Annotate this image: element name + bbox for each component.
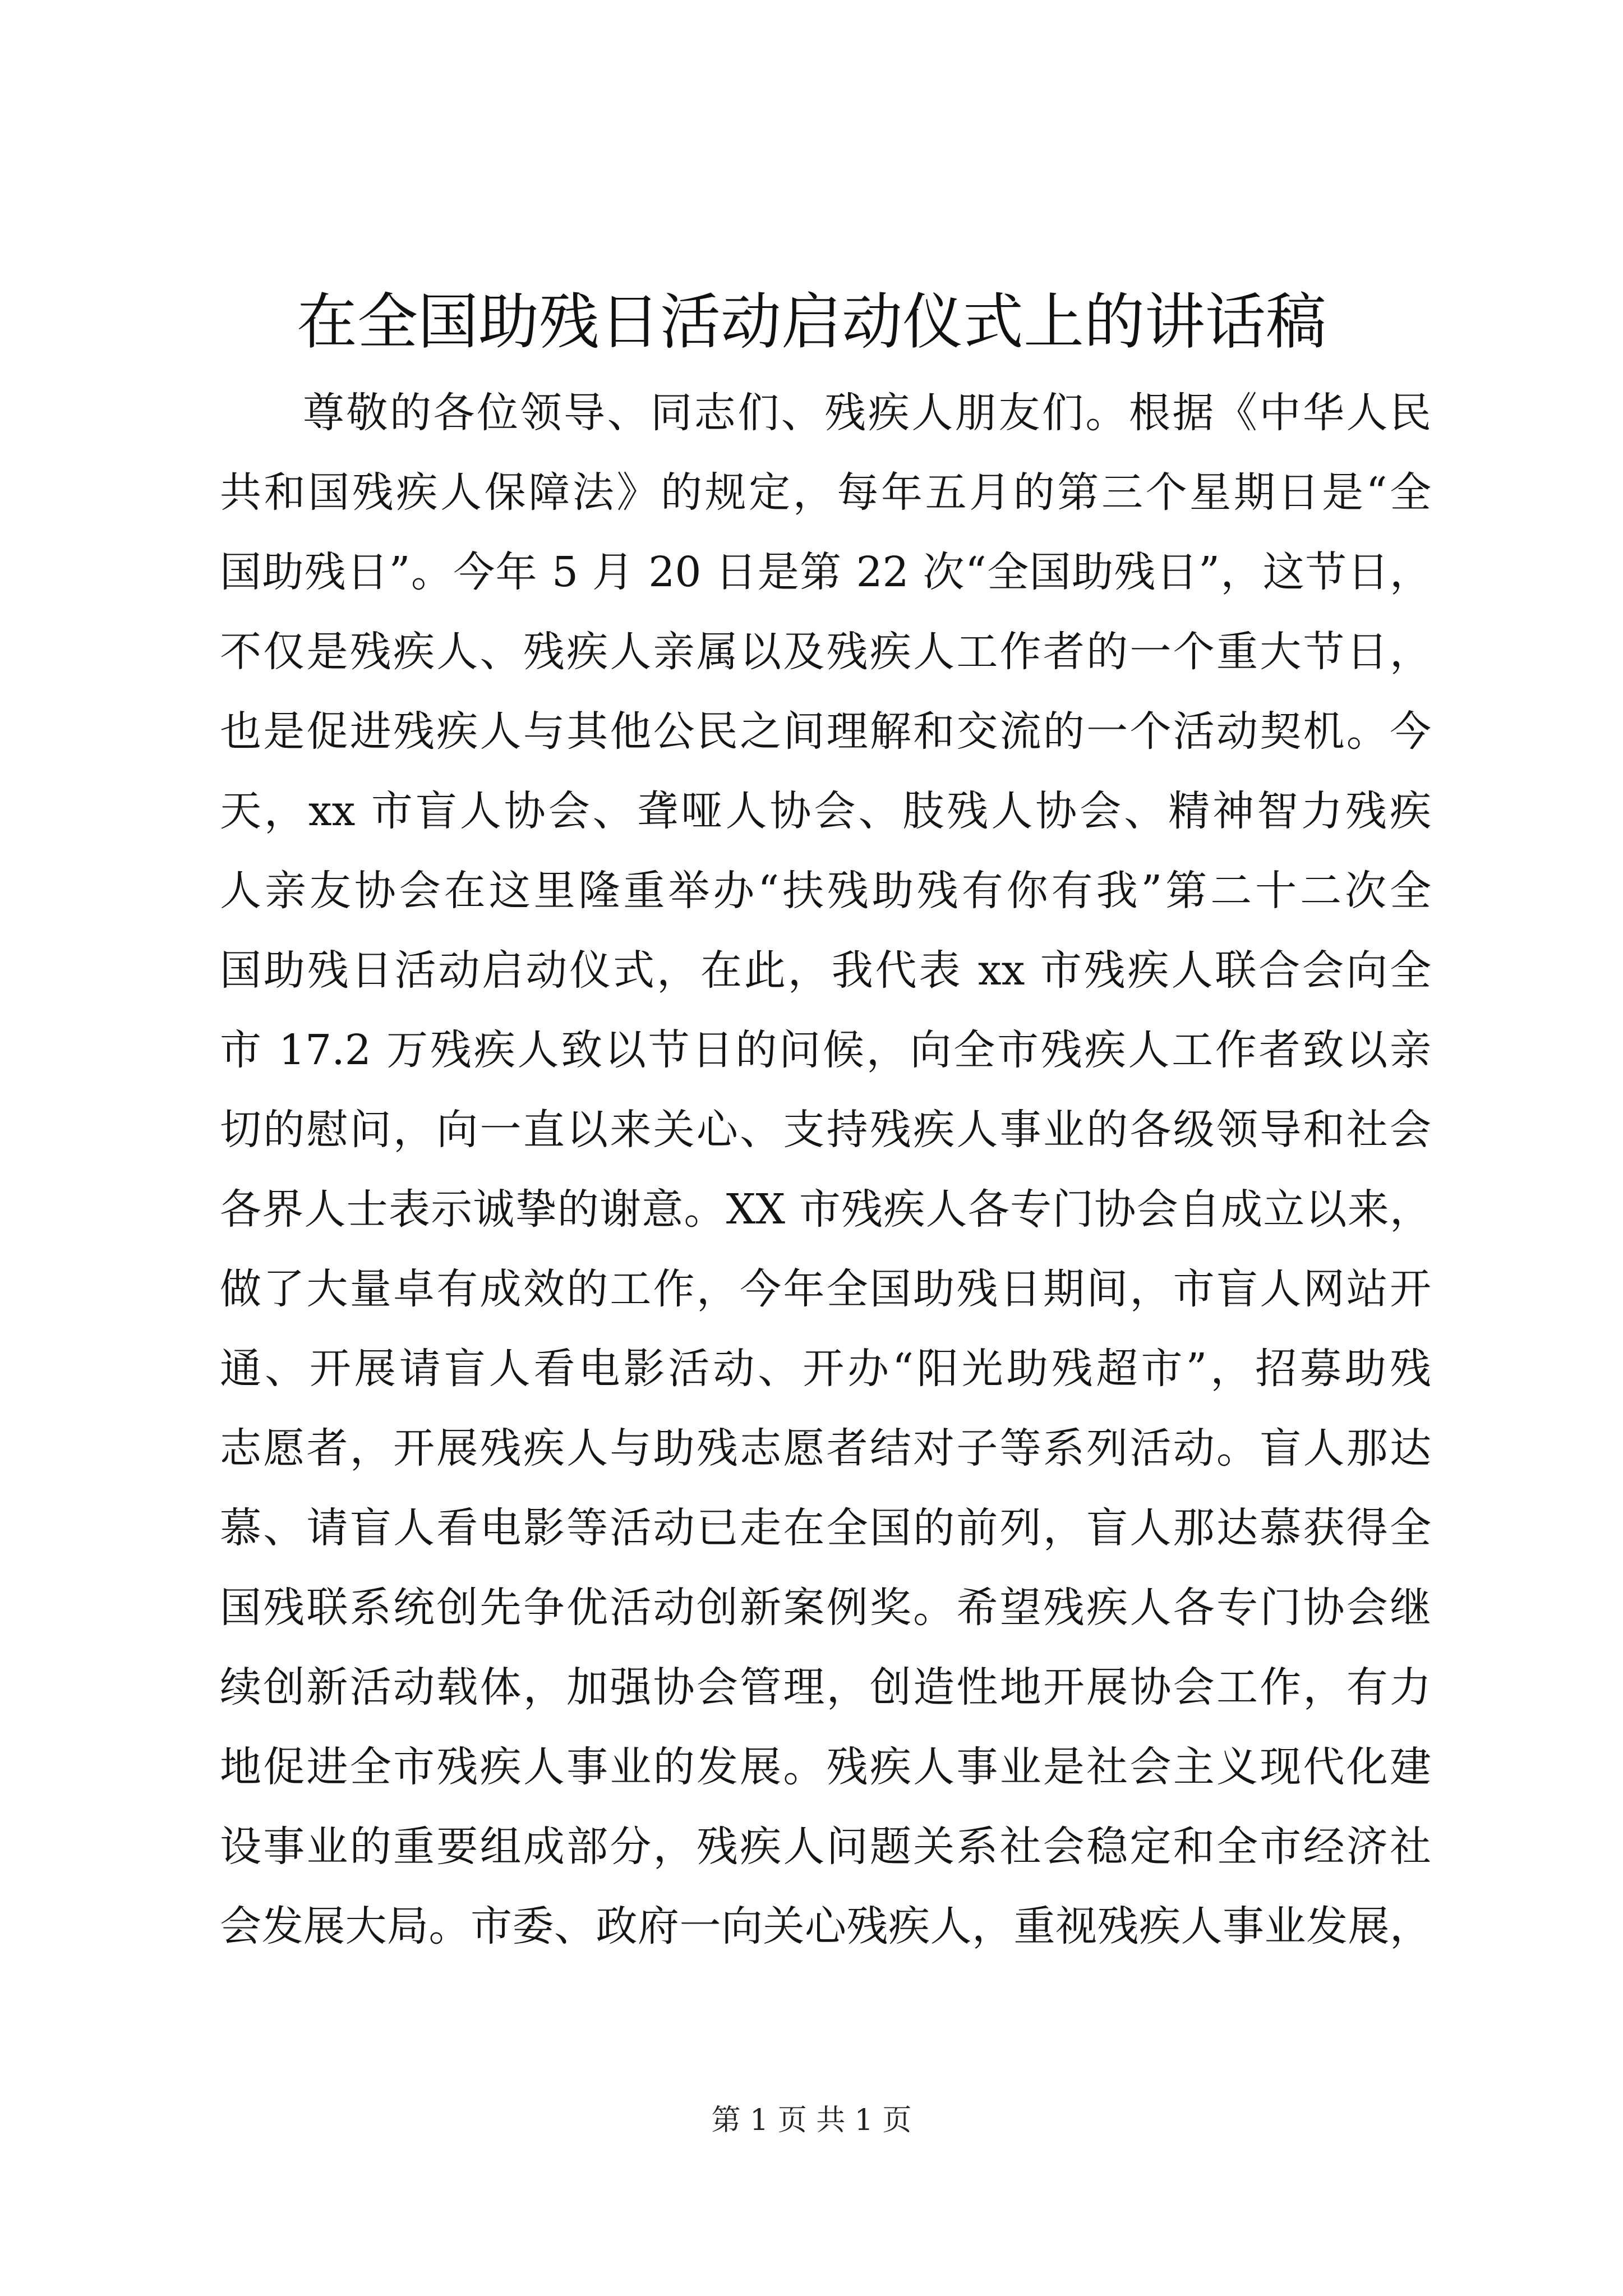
body-line-9: 市 17.2 万残疾人致以节日的问候，向全市残疾人工作者致以亲 <box>220 1026 1431 1074</box>
body-line-2: 共和国残疾人保障法》的规定，每年五月的第三个星期日是“全 <box>220 468 1431 517</box>
body-line-17: 续创新活动载体，加强协会管理，创造性地开展协会工作，有力 <box>220 1663 1431 1711</box>
body-line-5: 也是促进残疾人与其他公民之间理解和交流的一个活动契机。今 <box>220 707 1431 756</box>
body-line-12: 做了大量卓有成效的工作，今年全国助残日期间，市盲人网站开 <box>220 1265 1431 1313</box>
body-line-4: 不仅是残疾人、残疾人亲属以及残疾人工作者的一个重大节日， <box>220 628 1431 676</box>
body-line-3: 国助残日”。今年 5 月 20 日是第 22 次“全国助残日”，这节日， <box>220 548 1431 596</box>
body-line-16: 国残联系统创先争优活动创新案例奖。希望残疾人各专门协会继 <box>220 1584 1431 1632</box>
body-line-10: 切的慰问，向一直以来关心、支持残疾人事业的各级领导和社会 <box>220 1106 1431 1154</box>
body-line-15: 慕、请盲人看电影等活动已走在全国的前列，盲人那达慕获得全 <box>220 1504 1431 1552</box>
body-line-18: 地促进全市残疾人事业的发展。残疾人事业是社会主义现代化建 <box>220 1743 1431 1791</box>
body-line-7: 人亲友协会在这里隆重举办“扶残助残有你有我”第二十二次全 <box>220 867 1431 915</box>
body-line-8: 国助残日活动启动仪式，在此，我代表 xx 市残疾人联合会向全 <box>220 946 1431 995</box>
document-title: 在全国助残日活动启动仪式上的讲话稿 <box>296 287 1326 357</box>
body-line-14: 志愿者，开展残疾人与助残志愿者结对子等系列活动。盲人那达 <box>220 1424 1431 1473</box>
body-line-19: 设事业的重要组成部分，残疾人问题关系社会稳定和全市经济社 <box>220 1823 1431 1871</box>
body-line-20: 会发展大局。市委、政府一向关心残疾人，重视残疾人事业发展， <box>220 1902 1431 1950</box>
page-footer: 第 1 页 共 1 页 <box>711 2104 912 2137</box>
body-line-11: 各界人士表示诚挚的谢意。XX 市残疾人各专门协会自成立以来， <box>220 1185 1431 1234</box>
body-line-6: 天，xx 市盲人协会、聋哑人协会、肢残人协会、精神智力残疾 <box>220 787 1431 835</box>
body-line-13: 通、开展请盲人看电影活动、开办“阳光助残超市”，招募助残 <box>220 1345 1431 1393</box>
body-line-1: 尊敬的各位领导、同志们、残疾人朋友们。根据《中华人民 <box>303 389 1431 437</box>
